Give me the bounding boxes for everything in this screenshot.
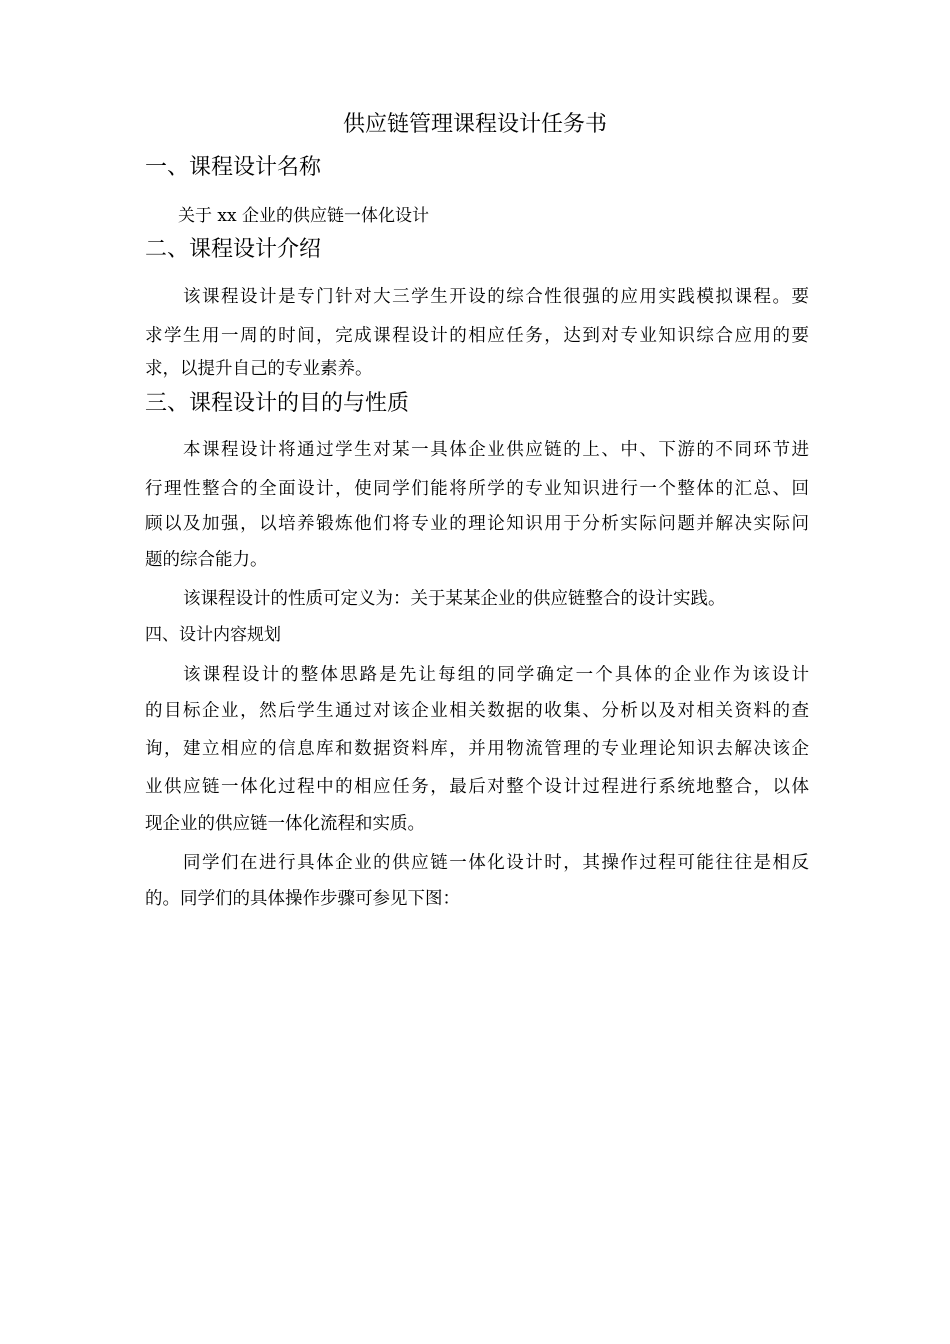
section-4-paragraph-line [145,772,809,802]
section-4-paragraph-line [183,660,809,690]
section-heading-design-plan: 四、设计内容规划 [145,625,281,645]
paragraph-text: 求学生用一周的时间，完成课程设计的相应任务，达到对专业知识综合应用的要 [145,326,809,346]
paragraph-text: 该课程设计的整体思路是先让每组的同学确定一个具体的企业作为该设计 [183,665,809,685]
section-3-paragraph-line: 题的综合能力。 [145,550,268,570]
section-4-paragraph-line [145,696,809,726]
section-heading-course-name: 一、课程设计名称 [145,155,322,180]
paragraph-text: 顾以及加强，以培养锻炼他们将专业的理论知识用于分析实际问题并解决实际问 [145,514,809,534]
document-title: 供应链管理课程设计任务书 [342,112,607,137]
section-heading-course-intro: 二、课程设计介绍 [145,237,322,262]
paragraph-text: 业供应链一体化过程中的相应任务，最后对整个设计过程进行系统地整合，以体 [145,777,809,797]
paragraph-text: 本课程设计将通过学生对某一具体企业供应链的上、中、下游的不同环节进 [183,440,809,460]
section-4-paragraph-line: 的。同学们的具体操作步骤可参见下图： [145,889,460,909]
section-3-paragraph-line: 该课程设计的性质可定义为：关于某某企业的供应链整合的设计实践。 [183,589,726,609]
paragraph-text: 行理性整合的全面设计，使同学们能将所学的专业知识进行一个整体的汇总、回 [145,479,809,499]
paragraph-text: 该课程设计是专门针对大三学生开设的综合性很强的应用实践模拟课程。要 [183,287,809,307]
section-2-paragraph-line: 求，以提升自己的专业素养。 [145,359,373,379]
paragraph-text: 询，建立相应的信息库和数据资料库，并用物流管理的专业理论知识去解决该企 [145,739,809,759]
section-heading-purpose-nature: 三、课程设计的目的与性质 [145,391,410,416]
paragraph-text: 的目标企业，然后学生通过对该企业相关数据的收集、分析以及对相关资料的查 [145,701,809,721]
section-3-paragraph-line [183,435,809,465]
section-3-paragraph-line [145,474,809,504]
section-2-paragraph-line [183,282,809,312]
section-4-paragraph-line: 现企业的供应链一体化流程和实质。 [145,814,425,834]
section-1-paragraph-line: 关于 xx 企业的供应链一体化设计 [178,206,429,226]
paragraph-text: 同学们在进行具体企业的供应链一体化设计时，其操作过程可能往往是相反 [183,853,809,873]
section-3-paragraph-line [145,509,809,539]
section-4-paragraph-line [145,734,809,764]
section-2-paragraph-line [145,321,809,351]
section-4-paragraph-line [183,848,809,878]
